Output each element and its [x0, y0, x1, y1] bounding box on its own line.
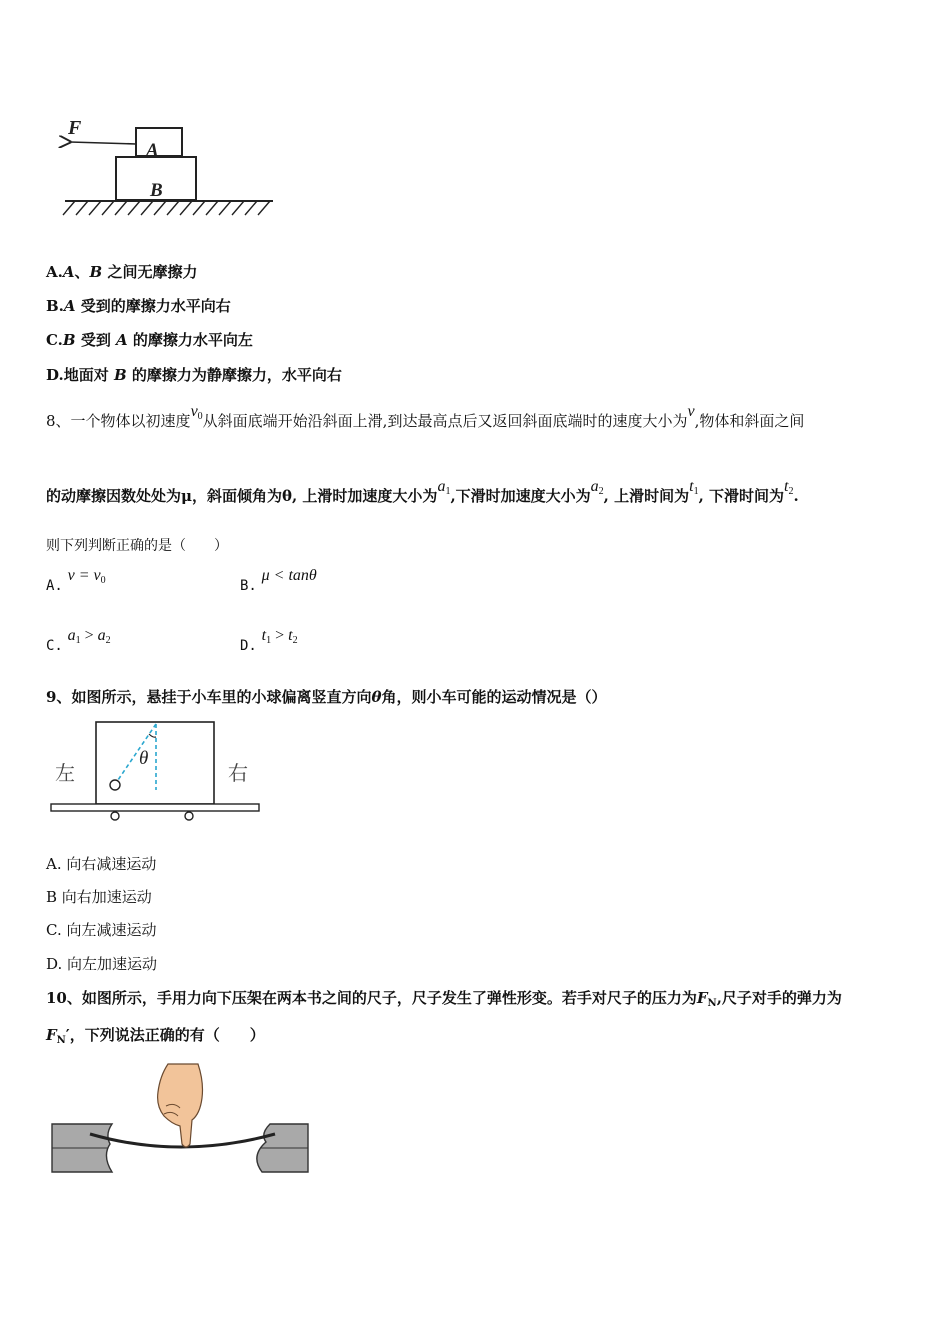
- q8-stem-line2: 的动摩擦因数处处为μ，斜面倾角为θ, 上滑时加速度大小为$a_1$,下滑时加速度大小为$a_2$, 上滑时间为$t_1$, 下滑时间为$t_2$.: [46, 478, 799, 505]
- q7-option-a: A.A、B 之间无摩擦力: [46, 263, 198, 281]
- block-b-label: B: [150, 180, 163, 201]
- blocks-figure: [55, 112, 280, 222]
- q8-prompt: 则下列判断正确的是（ ）: [46, 538, 228, 554]
- ball: [110, 780, 120, 790]
- q7-option-c: C.B 受到 A 的摩擦力水平向左: [46, 331, 253, 349]
- cart-base: [51, 804, 259, 811]
- q9-option-b: B 向右加速运动: [46, 888, 152, 906]
- force-label: F: [68, 117, 82, 139]
- wheel-left: [111, 812, 119, 820]
- left-label: 左: [55, 763, 75, 785]
- cart-box: [96, 722, 214, 804]
- block-a: [136, 128, 182, 156]
- wheel-right: [185, 812, 193, 820]
- q9-stem: 9、如图所示，悬挂于小车里的小球偏离竖直方向θ角，则小车可能的运动情况是（）: [46, 688, 607, 706]
- q8-stem-line1: 8、一个物体以初速度$v_0$从斜面底端开始沿斜面上滑,到达最高点后又返回斜面底端时的速度大小为v,物体和斜面之间: [46, 403, 805, 430]
- q8-option-b: B. μ < tanθ: [240, 567, 317, 594]
- q7-option-d: D.地面对 B 的摩擦力为静摩擦力，水平向右: [46, 366, 342, 384]
- q9-option-c: C. 向左减速运动: [46, 921, 157, 939]
- q9-option-a: A. 向右减速运动: [46, 855, 157, 873]
- q8-option-c: C. $a_1 > a_2$: [46, 627, 111, 654]
- block-a-label: A: [146, 140, 159, 161]
- q10-stem-line1: 10、如图所示，手用力向下压架在两本书之间的尺子，尺子发生了弹性形变。若手对尺子的压力为$F_N$,尺子对手的弹力为: [46, 989, 842, 1009]
- ruler-figure: [50, 1062, 312, 1177]
- ground-hatch: [63, 201, 270, 215]
- hand: [158, 1064, 203, 1147]
- force-arrow: [70, 142, 136, 144]
- q8-option-d: D. $t_1 > t_2$: [240, 627, 298, 654]
- q10-stem-line2: $F_N'$，下列说法正确的有（ ）: [46, 1026, 265, 1046]
- q8-option-a: A. $v = v_0$: [46, 567, 106, 594]
- right-label: 右: [228, 763, 248, 785]
- theta-label: θ: [139, 748, 149, 769]
- q7-option-b: B.A 受到的摩擦力水平向右: [46, 297, 231, 315]
- q9-option-d: D. 向左加速运动: [46, 955, 158, 973]
- cart-figure: [48, 718, 263, 828]
